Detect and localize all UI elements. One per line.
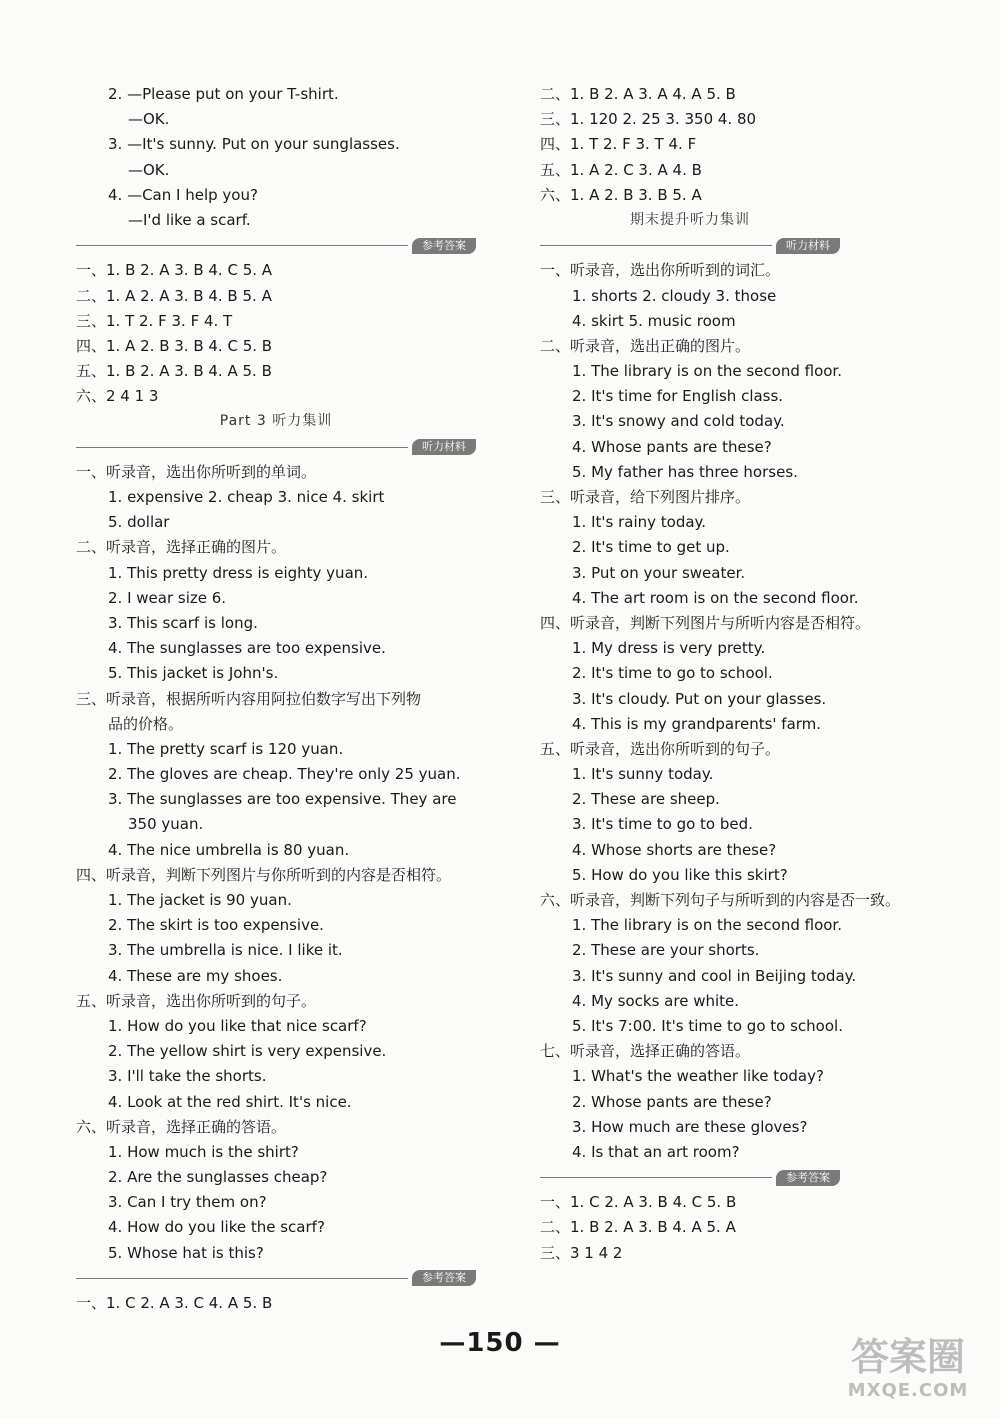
text-line: 5. It's 7:00. It's time to go to school. bbox=[572, 1016, 843, 1035]
text-line: 5. Whose hat is this? bbox=[108, 1243, 264, 1262]
question-heading: 五、1. A 2. C 3. A 4. B bbox=[540, 160, 702, 179]
text-line: 4. These are my shoes. bbox=[108, 966, 283, 985]
text-line: 4. This is my grandparents' farm. bbox=[572, 714, 822, 733]
question-heading: 三、听录音，根据所听内容用阿拉伯数字写出下列物 bbox=[76, 689, 422, 708]
section-badge-row bbox=[76, 233, 476, 258]
section-title: Part 3 听力集训 bbox=[219, 413, 333, 430]
question-heading: 五、听录音，选出你所听到的句子。 bbox=[540, 739, 781, 758]
watermark-text: 答案圈 bbox=[850, 1335, 965, 1379]
question-heading: 七、听录音，选择正确的答语。 bbox=[540, 1042, 751, 1061]
section-badge: 听力材料 bbox=[776, 238, 840, 254]
question-heading: 六、听录音，选择正确的答语。 bbox=[76, 1117, 287, 1136]
text-line: 1. It's rainy today. bbox=[572, 513, 707, 532]
text-line: 2. It's time to get up. bbox=[572, 538, 730, 557]
section-badge: 参考答案 bbox=[412, 238, 476, 254]
text-line: —OK. bbox=[128, 160, 170, 179]
text-line: 4. Whose shorts are these? bbox=[572, 840, 777, 859]
text-line: 2. —Please put on your T-shirt. bbox=[108, 85, 339, 103]
page-number: —150 — bbox=[439, 1328, 561, 1358]
text-line: 1. My dress is very pretty. bbox=[572, 639, 766, 658]
section-badge: 参考答案 bbox=[412, 1270, 476, 1286]
text-line: 3. Put on your sweater. bbox=[572, 563, 746, 582]
question-heading: 三、3 1 4 2 bbox=[540, 1243, 623, 1262]
text-line: 5. This jacket is John's. bbox=[108, 664, 279, 683]
text-line: 1. How do you like that nice scarf? bbox=[108, 1016, 367, 1035]
section-badge-row bbox=[540, 233, 840, 258]
question-heading: 二、听录音，选出正确的图片。 bbox=[540, 336, 751, 355]
text-line: 3. I'll take the shorts. bbox=[108, 1067, 267, 1086]
right-column bbox=[540, 82, 901, 1266]
section-badge-row bbox=[540, 1165, 840, 1190]
text-line: 1. How much is the shirt? bbox=[108, 1142, 299, 1161]
text-line: 5. My father has three horses. bbox=[572, 462, 798, 481]
divider-line bbox=[540, 1177, 772, 1178]
text-line: 2. These are your shorts. bbox=[572, 941, 760, 960]
text-line: 2. Whose pants are these? bbox=[572, 1092, 772, 1111]
question-heading: 五、1. B 2. A 3. B 4. A 5. B bbox=[76, 362, 272, 381]
question-heading: 二、1. A 2. A 3. B 4. B 5. A bbox=[76, 286, 272, 305]
text-line: 1. expensive 2. cheap 3. nice 4. skirt bbox=[108, 488, 385, 506]
text-line: 4. My socks are white. bbox=[572, 991, 740, 1010]
text-line: 3. Can I try them on? bbox=[108, 1193, 267, 1212]
text-line: 3. —It's sunny. Put on your sunglasses. bbox=[108, 135, 400, 154]
left-column bbox=[76, 82, 476, 1316]
text-line: 1. It's sunny today. bbox=[572, 765, 714, 784]
question-heading: 三、1. T 2. F 3. F 4. T bbox=[76, 311, 233, 330]
text-line: 2. It's time for English class. bbox=[572, 387, 784, 406]
text-line: 2. These are sheep. bbox=[572, 790, 720, 809]
text-line: 3. The umbrella is nice. I like it. bbox=[108, 941, 343, 960]
text-line: —I'd like a scarf. bbox=[128, 210, 251, 229]
text-line: 1. The library is on the second floor. bbox=[572, 362, 842, 381]
question-heading: 四、听录音，判断下列图片与你所听到的内容是否相符。 bbox=[76, 865, 452, 884]
divider-line bbox=[76, 447, 408, 448]
question-heading: 四、听录音，判断下列图片与所听内容是否相符。 bbox=[540, 613, 871, 632]
text-line: 1. The library is on the second floor. bbox=[572, 916, 842, 935]
question-heading: 四、1. A 2. B 3. B 4. C 5. B bbox=[76, 336, 273, 355]
text-line: 4. Look at the red shirt. It's nice. bbox=[108, 1092, 352, 1111]
text-line: 4. —Can I help you? bbox=[108, 185, 258, 204]
text-line: 3. The sunglasses are too expensive. They are bbox=[108, 790, 457, 809]
divider-line bbox=[76, 245, 408, 246]
question-heading: 五、听录音，选出你所听到的句子。 bbox=[76, 991, 317, 1010]
text-line: 2. I wear size 6. bbox=[108, 588, 227, 607]
watermark-logo bbox=[828, 1334, 988, 1414]
section-title: 期末提升听力集训 bbox=[630, 211, 750, 228]
text-line: —OK. bbox=[128, 110, 170, 129]
question-heading: 六、1. A 2. B 3. B 5. A bbox=[540, 185, 702, 204]
text-line: 350 yuan. bbox=[128, 815, 204, 834]
question-heading: 六、2 4 1 3 bbox=[76, 387, 159, 406]
text-line: 5. dollar bbox=[108, 513, 170, 532]
text-line: 1. This pretty dress is eighty yuan. bbox=[108, 563, 369, 582]
text-line: 4. The sunglasses are too expensive. bbox=[108, 639, 386, 658]
question-heading: 三、听录音，给下列图片排序。 bbox=[540, 488, 751, 506]
text-line: 3. It's time to go to bed. bbox=[572, 815, 753, 834]
question-heading: 一、听录音，选出你所听到的词汇。 bbox=[540, 261, 781, 280]
question-heading: 一、1. B 2. A 3. B 4. C 5. A bbox=[76, 261, 273, 280]
text-line: 1. shorts 2. cloudy 3. those bbox=[572, 286, 777, 305]
text-line: 品的价格。 bbox=[108, 714, 184, 733]
question-heading: 二、听录音，选择正确的图片。 bbox=[76, 538, 287, 557]
question-heading: 二、1. B 2. A 3. B 4. A 5. A bbox=[540, 1218, 736, 1237]
text-line: 3. How much are these gloves? bbox=[572, 1117, 808, 1136]
text-line: 1. The pretty scarf is 120 yuan. bbox=[108, 739, 344, 758]
text-line: 2. The skirt is too expensive. bbox=[108, 916, 324, 935]
question-heading: 一、1. C 2. A 3. B 4. C 5. B bbox=[540, 1193, 737, 1212]
question-heading: 二、1. B 2. A 3. A 4. A 5. B bbox=[540, 85, 736, 103]
text-line: 1. The jacket is 90 yuan. bbox=[108, 891, 292, 909]
text-line: 3. It's cloudy. Put on your glasses. bbox=[572, 689, 827, 708]
text-line: 4. Is that an art room? bbox=[572, 1142, 740, 1161]
divider-line bbox=[540, 245, 772, 246]
section-badge-row bbox=[76, 435, 476, 460]
text-line: 4. Whose pants are these? bbox=[572, 437, 772, 456]
text-line: 3. It's sunny and cool in Beijing today. bbox=[572, 966, 857, 985]
text-line: 4. skirt 5. music room bbox=[572, 311, 736, 330]
divider-line bbox=[76, 1278, 408, 1279]
text-line: 2. Are the sunglasses cheap? bbox=[108, 1168, 328, 1187]
section-badge-row bbox=[76, 1266, 476, 1291]
text-line: 3. It's snowy and cold today. bbox=[572, 412, 785, 431]
text-line: 2. The yellow shirt is very expensive. bbox=[108, 1042, 387, 1061]
text-line: 4. The nice umbrella is 80 yuan. bbox=[108, 840, 350, 859]
question-heading: 六、听录音，判断下列句子与所听到的内容是否一致。 bbox=[540, 891, 901, 909]
text-line: 5. How do you like this skirt? bbox=[572, 865, 788, 884]
text-line: 3. This scarf is long. bbox=[108, 613, 258, 632]
question-heading: 三、1. 120 2. 25 3. 350 4. 80 bbox=[540, 110, 757, 129]
text-line: 4. How do you like the scarf? bbox=[108, 1218, 325, 1237]
question-heading: 四、1. T 2. F 3. T 4. F bbox=[540, 135, 697, 154]
section-badge: 参考答案 bbox=[776, 1170, 840, 1186]
question-heading: 一、1. C 2. A 3. C 4. A 5. B bbox=[76, 1294, 273, 1312]
text-line: 1. What's the weather like today? bbox=[572, 1067, 824, 1086]
text-line: 2. It's time to go to school. bbox=[572, 664, 773, 683]
text-line: 4. The art room is on the second floor. bbox=[572, 588, 859, 607]
section-badge: 听力材料 bbox=[412, 439, 476, 455]
text-line: 2. The gloves are cheap. They're only 25 yuan. bbox=[108, 765, 461, 784]
question-heading: 一、听录音，选出你所听到的单词。 bbox=[76, 462, 317, 481]
watermark-url: MXQE.COM bbox=[847, 1380, 969, 1401]
